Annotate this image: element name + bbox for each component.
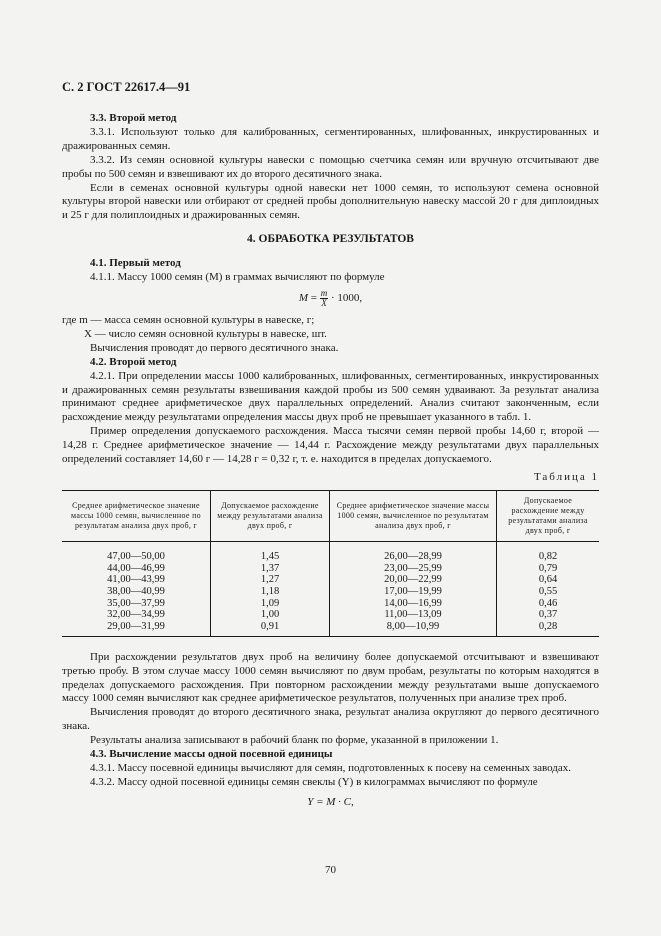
- table-cell: 0,64: [497, 574, 600, 586]
- table-cell: 38,00—40,99: [107, 585, 165, 597]
- table-cell: 41,00—43,99: [107, 574, 165, 586]
- where-x: X — число семян основной культуры в навеске, шт.: [84, 327, 327, 340]
- table-cell: 1,18: [211, 586, 330, 598]
- table-cell: 47,00—50,00: [107, 550, 165, 562]
- formula-denominator: X: [321, 297, 327, 308]
- table-cell: 0,37: [497, 609, 600, 621]
- table-header-cell: Среднее арифметическое значение массы 1000 семян, вычисленное по результатам анализа двух проб, г: [62, 490, 211, 541]
- paragraph-third-sample: При расхождении результатов двух проб на величину более допускаемой отсчитывают и взвешивают третью пробу. В этом случае массу 1000 семян вычисляют по двум пробам, результаты по которым находятся в пределах допускаемого расхождения. При повторном расхождении между результатами выше допускаемого массу 1000 семян вычисляют как среднее арифметическое результатов, полученных при анализе трех проб.: [62, 650, 599, 705]
- formula-mass-1000: [62, 289, 599, 308]
- table-cell: 11,00—13,09: [330, 609, 497, 621]
- table-cell: 29,00—31,99: [62, 621, 211, 636]
- table-row: [62, 586, 599, 598]
- table-row: [62, 541, 599, 562]
- table-cell: 26,00—28,99: [330, 541, 497, 562]
- page-number: 70: [325, 864, 336, 876]
- table-cell: 23,00—25,99: [330, 563, 497, 575]
- body-text: [62, 112, 599, 816]
- formula-lhs: M: [298, 292, 309, 304]
- section-4-3-title: 4.3. Вычисление массы одной посевной единицы: [90, 748, 333, 761]
- paragraph-4-3-1: 4.3.1. Массу посевной единицы вычисляют для семян, подготовленных к посеву на семенных заводах.: [90, 762, 572, 775]
- where-m: где m — масса семян основной культуры в навеске, г;: [62, 313, 315, 326]
- table-cell: 17,00—19,99: [330, 586, 497, 598]
- section-3-3-title: 3.3. Второй метод: [90, 112, 177, 124]
- table-row: [62, 574, 599, 586]
- paragraph-4-2-1: 4.2.1. При определении массы 1000 калиброванных, шлифованных, сегментированных, инкрустированных и дражированных семян результаты взвешивания каждой пробы из 500 семян удваивают. За результат анализа принимают среднее арифметическое двух параллельных определений. Анализ считают законченным, если расхождение между результатами определения массы двух проб не превышает указанного в табл. 1.: [62, 369, 599, 424]
- table-row: [62, 563, 599, 575]
- table-1: [62, 490, 599, 637]
- formula-seeding-unit: Y = M · C,: [307, 795, 354, 808]
- table-cell: 20,00—22,99: [330, 574, 497, 586]
- table-header-cell: Допускаемое расхождение между результатами анализа двух проб, г: [497, 490, 600, 541]
- table-row: [62, 609, 599, 621]
- table-row: [62, 621, 599, 636]
- table-cell: 0,91: [211, 621, 330, 636]
- section-4-2-title: 4.2. Второй метод: [90, 355, 177, 368]
- table-cell: 1,37: [211, 563, 330, 575]
- table-cell: 1,09: [211, 598, 330, 610]
- example-paragraph: Пример определения допускаемого расхождения. Масса тысячи семян первой пробы 14,60 г, второй — 14,28 г. Среднее арифметическое значение — 14,44 г. Расхождение между результатами двух параллельных определений составляет 14,60 г — 14,28 г = 0,32 г, т. е. находится в пределах допускаемого.: [62, 425, 599, 466]
- paragraph-3-3-1: 3.3.1. Используют только для калиброванных, сегментированных, шлифованных, инкрустированных и дражированных семян.: [62, 125, 599, 152]
- table-header-cell: Среднее арифметическое значение массы 1000 семян, вычисленное по результатам анализа двух проб, г: [330, 490, 497, 541]
- formula-numerator: m: [320, 287, 328, 298]
- table-1-caption: Таблица 1: [533, 470, 599, 483]
- table-cell: 35,00—37,99: [107, 597, 165, 609]
- formula-fraction: [320, 289, 329, 308]
- section-4-title: 4. ОБРАБОТКА РЕЗУЛЬТАТОВ: [247, 233, 414, 246]
- section-4-1-title: 4.1. Первый метод: [90, 257, 181, 270]
- table-cell: 32,00—34,99: [107, 609, 165, 621]
- table-cell: 1,00: [211, 609, 330, 621]
- calc-precision-1: Вычисления проводят до первого десятичного знака.: [90, 341, 339, 354]
- paragraph-3-3-2: 3.3.2. Из семян основной культуры навески с помощью счетчика семян или вручную отсчитывают две пробы по 500 семян и взвешивают их до второго десятичного знака.: [62, 153, 599, 180]
- table-cell: 1,45: [211, 541, 330, 562]
- paragraph-4-3-2: 4.3.2. Массу одной посевной единицы семян свеклы (Y) в килограммах вычисляют по формуле: [90, 775, 538, 788]
- formula-eq: =: [308, 292, 320, 304]
- table-cell: 0,82: [497, 541, 600, 562]
- table-cell: 8,00—10,99: [330, 621, 497, 636]
- table-cell: 0,79: [497, 563, 600, 575]
- table-header-cell: Допускаемое расхождение между результатами анализа двух проб, г: [211, 490, 330, 541]
- table-cell: 14,00—16,99: [330, 598, 497, 610]
- paragraph-3-3-2-cont: Если в семенах основной культуры одной навески нет 1000 семян, то используют семена основной культуры второй навески или отбирают от средней пробы дополнительную навеску массой 20 г для диплоидных и 25 г для полиплоидных и дражированных семян.: [62, 181, 599, 222]
- table-cell: 0,46: [497, 598, 600, 610]
- calc-precision-2: Вычисления проводят до второго десятичного знака, результат анализа округляют до первого десятичного знака.: [62, 706, 599, 733]
- running-header: С. 2 ГОСТ 22617.4—91: [62, 80, 191, 94]
- results-recording: Результаты анализа записывают в рабочий бланк по форме, указанной в приложении 1.: [90, 734, 499, 747]
- table-cell: 0,55: [497, 586, 600, 598]
- paragraph-4-1-1: 4.1.1. Массу 1000 семян (М) в граммах вычисляют по формуле: [90, 271, 385, 284]
- table-cell: 0,28: [497, 621, 600, 636]
- table-row: [62, 598, 599, 610]
- formula-tail: · 1000,: [328, 292, 363, 304]
- table-cell: 1,27: [211, 574, 330, 586]
- table-cell: 44,00—46,99: [107, 562, 165, 574]
